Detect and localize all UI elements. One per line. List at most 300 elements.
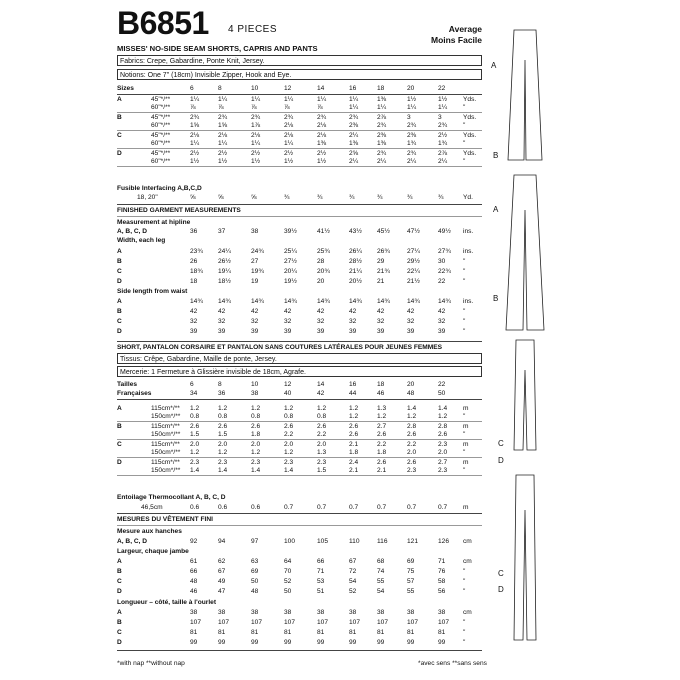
size-header: 50: [438, 390, 446, 397]
title-en: MISSES' NO-SIDE SEAM SHORTS, CAPRIS AND PANTS: [117, 44, 318, 53]
largeur-cell: 52: [284, 578, 292, 585]
hanches-cell: 105: [317, 538, 329, 545]
row-label: D: [117, 328, 122, 335]
yardage-cell: 0.8: [218, 412, 228, 420]
hipline-cell: 41½: [317, 228, 330, 235]
unit: Yds.: [463, 114, 477, 121]
yardage-cell: 2.0: [251, 441, 261, 448]
longueur-cell: 99: [349, 639, 357, 646]
size-header: 34: [190, 390, 198, 397]
hanches-cell: 116: [377, 538, 388, 545]
longueur-cell: 81: [284, 629, 292, 636]
size-header: 18: [377, 381, 385, 388]
row-label: B: [117, 619, 122, 626]
rule: [117, 457, 482, 458]
longueur-cell: 107: [251, 619, 263, 626]
yardage-cell: 2½: [284, 150, 294, 157]
hipline-cell: 36: [190, 228, 198, 235]
longueur-cell: 99: [251, 639, 259, 646]
size-header: 48: [407, 390, 415, 397]
largeur-cell: 57: [407, 578, 415, 585]
yardage-cell: 1⅜: [377, 139, 387, 147]
row-label: C: [117, 578, 122, 585]
yardage-cell: 2¾: [190, 114, 200, 121]
largeur-cell: 67: [218, 568, 226, 575]
sizes-label: Sizes: [117, 85, 134, 92]
unit: Yds.: [463, 96, 477, 103]
longueur-cell: 99: [377, 639, 385, 646]
hipline-cell: 37: [218, 228, 226, 235]
unit: ": [463, 139, 466, 147]
width-cell: 18¾: [190, 268, 203, 275]
largeur-cell: 54: [349, 578, 357, 585]
size-header: 10: [251, 381, 259, 388]
notions-fr: Mercerie: 1 Fermeture à Glissière invisible de 18cm, Agrafe.: [117, 366, 482, 377]
largeur-cell: 71: [317, 568, 325, 575]
yardage-cell: 1.4: [407, 405, 417, 412]
yardage-cell: 1.5: [317, 466, 327, 474]
size-header: 14: [317, 381, 325, 388]
width-cell: 19¼: [218, 268, 231, 275]
yardage-cell: 3: [407, 114, 411, 121]
yardage-cell: 1¼: [190, 96, 200, 103]
hipline-label: Measurement at hipline: [117, 219, 191, 226]
unit: m: [463, 441, 469, 448]
yardage-cell: 2⅛: [284, 132, 294, 139]
side-cell: 32: [377, 318, 385, 325]
label-d-2: D: [498, 585, 504, 594]
label-c-2: C: [498, 569, 504, 578]
longueur-cell: 81: [190, 629, 198, 636]
unit: ": [463, 412, 466, 420]
rule: [117, 94, 482, 95]
view-label: B: [117, 423, 122, 430]
yardage-cell: 2⅝: [349, 150, 359, 157]
yardage-cell: 1.2: [251, 405, 261, 412]
side-cell: 32: [317, 318, 325, 325]
yardage-cell: 2.3: [190, 459, 200, 466]
difficulty-fr: Moins Facile: [430, 35, 482, 45]
yardage-cell: 2.1: [349, 441, 359, 448]
yardage-cell: 2.2: [407, 441, 417, 448]
yardage-cell: 2.3: [218, 459, 228, 466]
interfacing-cell: ⅝: [190, 194, 196, 201]
view-label: C: [117, 132, 122, 139]
side-cell: 42: [377, 308, 385, 315]
unit: ": [463, 318, 466, 325]
yardage-cell: 2.3: [438, 466, 448, 474]
width-cell: 26¾: [377, 248, 390, 255]
yardage-cell: 1.2: [218, 405, 228, 412]
side-cell: 39: [218, 328, 226, 335]
pieces-count: 4 PIECES: [228, 24, 278, 35]
side-cell: 14¾: [317, 298, 330, 305]
width-cell: 25¼: [284, 248, 297, 255]
largeur-cell: 50: [251, 578, 259, 585]
longueur-cell: 81: [438, 629, 446, 636]
yardage-cell: 2.3: [284, 459, 294, 466]
yardage-cell: 2¾: [349, 114, 359, 121]
unit: m: [463, 459, 469, 466]
fabric-width: 150cm*/**: [151, 466, 181, 474]
view-b-illustration: [506, 175, 544, 330]
size-header: 10: [251, 85, 259, 92]
longueur-cell: 81: [218, 629, 226, 636]
side-cell: 42: [438, 308, 446, 315]
yardage-cell: 2⅛: [284, 121, 294, 129]
yardage-cell: 2⅛: [317, 121, 327, 129]
longueur-cell: 107: [349, 619, 361, 626]
unit: ": [463, 268, 466, 275]
longueur-cell: 81: [251, 629, 259, 636]
yardage-cell: 2⅜: [407, 132, 417, 139]
interfacing-width: 18, 20": [137, 194, 158, 201]
hanches-cell: 97: [251, 538, 259, 545]
yardage-cell: 2¼: [438, 157, 448, 165]
yardage-cell: 2.6: [190, 423, 200, 430]
longueur-cell: 38: [317, 609, 325, 616]
width-cell: 20½: [349, 278, 362, 285]
label-a-1: A: [491, 61, 497, 70]
unit: ins.: [463, 298, 474, 305]
width-cell: 28½: [349, 258, 362, 265]
yardage-cell: 2.8: [438, 423, 448, 430]
unit: cm: [463, 558, 472, 565]
yardage-cell: 1½: [284, 157, 294, 165]
entoilage-cell: 0.7: [407, 504, 417, 511]
largeur-cell: 58: [438, 578, 446, 585]
unit: m: [463, 423, 469, 430]
longueur-cell: 38: [438, 609, 446, 616]
longueur-cell: 99: [438, 639, 446, 646]
hipline-cell: 47½: [407, 228, 420, 235]
yardage-cell: 1½: [251, 157, 261, 165]
yardage-cell: 2⅞: [377, 114, 387, 121]
width-cell: 27½: [284, 258, 297, 265]
unit: ": [463, 157, 466, 165]
yardage-cell: 2.3: [438, 441, 448, 448]
longueur-cell: 38: [190, 609, 198, 616]
width-cell: 20¼: [284, 268, 297, 275]
side-cell: 39: [407, 328, 415, 335]
width-cell: 21½: [407, 278, 420, 285]
yardage-cell: 2.3: [407, 466, 417, 474]
row-label: D: [117, 588, 122, 595]
unit: ": [463, 568, 466, 575]
unit: cm: [463, 609, 472, 616]
largeur-cell: 69: [407, 558, 415, 565]
rule: [117, 439, 482, 440]
yardage-cell: 1¾: [407, 139, 417, 147]
fabric-width: 150cm*/**: [151, 430, 181, 438]
yardage-cell: 2¼: [349, 157, 359, 165]
width-cell: 19: [251, 278, 259, 285]
largeur-cell: 72: [349, 568, 357, 575]
yardage-cell: 2.4: [349, 459, 359, 466]
yardage-cell: 2¼: [377, 157, 387, 165]
side-cell: 32: [349, 318, 357, 325]
entoilage-label: Entoilage Thermocollant A, B, C, D: [117, 494, 226, 501]
longueur-cell: 99: [218, 639, 226, 646]
unit: cm: [463, 538, 472, 545]
yardage-cell: 2.6: [284, 423, 294, 430]
interfacing-cell: ⅝: [251, 194, 257, 201]
size-header: 20: [407, 381, 415, 388]
width-cell: 21: [377, 278, 385, 285]
yardage-cell: 2.6: [317, 423, 327, 430]
yardage-cell: 2⅜: [349, 121, 359, 129]
side-cell: 32: [284, 318, 292, 325]
unit: ": [463, 258, 466, 265]
side-cell: 42: [190, 308, 198, 315]
largeur-cell: 61: [190, 558, 198, 565]
yardage-cell: 1⅞: [251, 121, 261, 129]
width-cell: 29: [377, 258, 385, 265]
yardage-cell: 1½: [438, 96, 448, 103]
yardage-cell: 2⅛: [218, 132, 228, 139]
yardage-cell: 2.6: [438, 430, 448, 438]
size-header: 16: [349, 85, 357, 92]
width-cell: 26: [190, 258, 198, 265]
yardage-cell: 2¾: [438, 121, 448, 129]
width-cell: 20: [317, 278, 325, 285]
entoilage-width: 46,5cm: [141, 504, 163, 511]
side-cell: 32: [407, 318, 415, 325]
footer-nap-fr: *avec sens **sans sens: [418, 660, 487, 667]
hanches-label: Mesure aux hanches: [117, 528, 182, 535]
yardage-cell: 2.6: [377, 430, 387, 438]
yardage-cell: 1¼: [284, 139, 294, 147]
view-label: B: [117, 114, 122, 121]
yardage-cell: 2¾: [284, 114, 294, 121]
interfacing-cell: ⅝: [218, 194, 224, 201]
unit: Yds.: [463, 132, 477, 139]
width-cell: 24¼: [218, 248, 231, 255]
largeur-cell: 64: [284, 558, 292, 565]
difficulty-en: Average: [448, 24, 482, 34]
largeur-cell: 69: [251, 568, 259, 575]
longueur-cell: 81: [349, 629, 357, 636]
footer-nap-en: *with nap **without nap: [117, 660, 185, 667]
rule: [117, 112, 482, 113]
yardage-cell: 1.3: [317, 448, 327, 456]
unit: ": [463, 629, 466, 636]
fabric-width: 60"*/**: [151, 103, 171, 111]
size-header: 44: [349, 390, 357, 397]
row-label: A, B, C, D: [117, 228, 148, 235]
entoilage-cell: 0.6: [251, 504, 261, 511]
unit: ": [463, 578, 466, 585]
width-cell: 22¾: [438, 268, 451, 275]
unit: ": [463, 121, 466, 129]
rule: [117, 421, 482, 422]
yardage-cell: 1⅝: [190, 121, 200, 129]
yardage-cell: 2.6: [349, 430, 359, 438]
yardage-cell: 0.8: [190, 412, 200, 420]
largeur-cell: 51: [317, 588, 325, 595]
label-c-1: C: [498, 439, 504, 448]
yardage-cell: 0.8: [251, 412, 261, 420]
yardage-cell: 1.2: [407, 412, 417, 420]
yardage-cell: 2.6: [377, 459, 387, 466]
largeur-cell: 55: [407, 588, 415, 595]
size-header: 6: [190, 85, 194, 92]
longueur-cell: 38: [251, 609, 259, 616]
yardage-cell: 2.2: [317, 430, 327, 438]
yardage-cell: 1½: [190, 157, 200, 165]
longueur-cell: 99: [284, 639, 292, 646]
pattern-code: B6851: [117, 5, 209, 41]
largeur-cell: 48: [251, 588, 259, 595]
interfacing-cell: ¾: [349, 194, 355, 201]
fabric-width: 150cm*/**: [151, 412, 181, 420]
width-cell: 18: [190, 278, 198, 285]
row-label: C: [117, 268, 122, 275]
largeur-cell: 75: [407, 568, 415, 575]
width-cell: 23¾: [190, 248, 203, 255]
side-cell: 42: [284, 308, 292, 315]
yardage-cell: 1.2: [349, 405, 359, 412]
largeur-cell: 74: [377, 568, 385, 575]
largeur-cell: 55: [377, 578, 385, 585]
yardage-cell: 1¼: [218, 139, 228, 147]
longueur-cell: 107: [407, 619, 419, 626]
unit: ": [463, 430, 466, 438]
yardage-cell: 1¼: [317, 96, 327, 103]
side-cell: 39: [251, 328, 259, 335]
longueur-cell: 99: [407, 639, 415, 646]
side-cell: 14¾: [218, 298, 231, 305]
fabric-width: 60"*/**: [151, 157, 171, 165]
rule: [117, 148, 482, 149]
yardage-cell: 2½: [438, 132, 448, 139]
yardage-cell: 2.0: [190, 441, 200, 448]
side-cell: 32: [438, 318, 446, 325]
side-cell: 39: [317, 328, 325, 335]
yardage-cell: 1.2: [317, 405, 327, 412]
yardage-cell: 2¾: [407, 150, 417, 157]
size-header: 12: [284, 85, 292, 92]
yardage-cell: 2⅛: [251, 132, 261, 139]
width-cell: 27¼: [407, 248, 420, 255]
yardage-cell: 2⅜: [377, 132, 387, 139]
yardage-cell: 1¼: [284, 96, 294, 103]
side-cell: 42: [407, 308, 415, 315]
width-cell: 19½: [284, 278, 297, 285]
unit: ": [463, 619, 466, 626]
yardage-cell: 1⅜: [317, 139, 327, 147]
width-cell: 30: [438, 258, 446, 265]
yardage-cell: 1.4: [190, 466, 200, 474]
longueur-cell: 38: [407, 609, 415, 616]
fabric-width: 45"*/**: [151, 114, 171, 121]
yardage-cell: 1¼: [218, 96, 228, 103]
unit: ": [463, 588, 466, 595]
side-cell: 14¾: [190, 298, 203, 305]
longueur-cell: 38: [218, 609, 226, 616]
size-header: 16: [349, 381, 357, 388]
row-label: A: [117, 609, 122, 616]
tailles-label: Tailles: [117, 381, 138, 388]
largeur-cell: 53: [317, 578, 325, 585]
size-header: 40: [284, 390, 292, 397]
row-label: A: [117, 248, 122, 255]
yardage-cell: 1.2: [251, 448, 261, 456]
yardage-cell: 1.2: [218, 448, 228, 456]
row-label: A: [117, 558, 122, 565]
side-cell: 39: [190, 328, 198, 335]
fabric-width: 115cm*/**: [151, 405, 180, 412]
rule: [117, 216, 482, 217]
side-cell: 32: [190, 318, 198, 325]
longueur-cell: 81: [317, 629, 325, 636]
view-label: D: [117, 459, 122, 466]
view-c-illustration: [514, 340, 536, 450]
yardage-cell: 1.3: [377, 405, 387, 412]
longueur-cell: 81: [407, 629, 415, 636]
largeur-cell: 66: [317, 558, 325, 565]
yardage-cell: 1.2: [349, 412, 359, 420]
unit: m: [463, 504, 469, 511]
width-cell: 27: [251, 258, 259, 265]
fabrics-en: Fabrics: Crepe, Gabardine, Ponte Knit, Jersey.: [117, 55, 482, 66]
side-cell: 39: [349, 328, 357, 335]
largeur-cell: 66: [190, 568, 198, 575]
hipline-cell: 39½: [284, 228, 297, 235]
side-cell: 39: [438, 328, 446, 335]
yardage-cell: 1.2: [377, 412, 387, 420]
largeur-cell: 70: [284, 568, 292, 575]
view-d-illustration: [514, 475, 536, 640]
yardage-cell: 2¼: [349, 132, 359, 139]
entoilage-cell: 0.7: [317, 504, 327, 511]
yardage-cell: ⅞: [251, 103, 257, 111]
unit: Yds.: [463, 150, 477, 157]
yardage-cell: 2⅛: [190, 132, 200, 139]
yardage-cell: 2.3: [317, 459, 327, 466]
row-label: B: [117, 308, 122, 315]
longueur-cell: 107: [317, 619, 329, 626]
side-cell: 14¾: [377, 298, 390, 305]
largeur-cell: 71: [438, 558, 446, 565]
fabric-width: 45"*/**: [151, 150, 171, 157]
yardage-cell: 2.6: [407, 459, 417, 466]
side-label: Side length from waist: [117, 288, 188, 295]
yardage-cell: 2.6: [349, 423, 359, 430]
entoilage-cell: 0.6: [190, 504, 200, 511]
width-cell: 27¾: [438, 248, 451, 255]
fabric-width: 150cm*/**: [151, 448, 181, 456]
largeur-cell: 67: [349, 558, 357, 565]
label-a-2: A: [493, 205, 499, 214]
largeur-cell: 54: [377, 588, 385, 595]
yardage-cell: 2.1: [377, 466, 387, 474]
width-cell: 20¾: [317, 268, 330, 275]
yardage-cell: 1.2: [190, 448, 200, 456]
hanches-cell: 94: [218, 538, 226, 545]
row-label: D: [117, 278, 122, 285]
unit: ins.: [463, 248, 474, 255]
size-header: 46: [377, 390, 385, 397]
side-cell: 14¾: [349, 298, 362, 305]
hipline-cell: 43½: [349, 228, 362, 235]
size-header: 20: [407, 85, 415, 92]
size-header: 42: [317, 390, 325, 397]
longueur-label: Longueur – côté, taille à l'ourlet: [117, 599, 217, 606]
yardage-cell: 2⅛: [317, 132, 327, 139]
yardage-cell: 2½: [317, 150, 327, 157]
yardage-cell: 1.8: [251, 430, 261, 438]
